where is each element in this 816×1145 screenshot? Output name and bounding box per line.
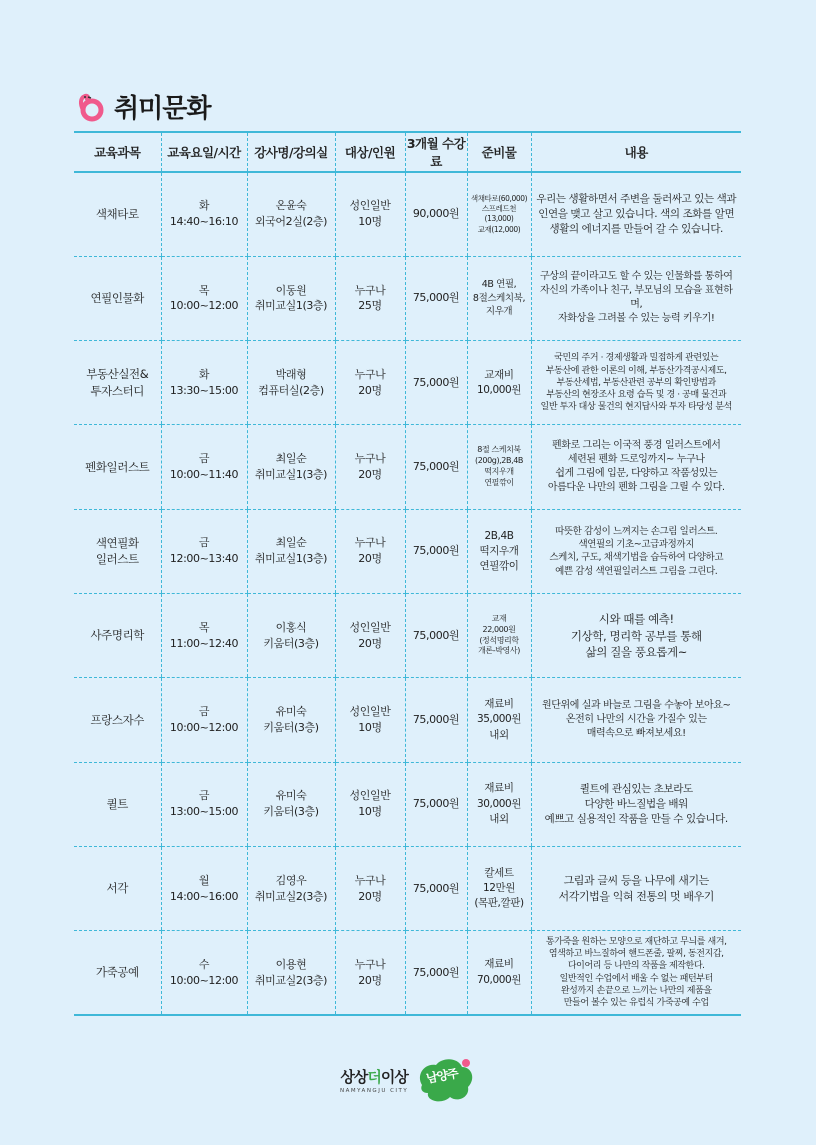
cell-materials: 재료비 35,000원 내외 (467, 678, 531, 762)
cell-fee: 75,000원 (405, 678, 467, 762)
table-row (74, 172, 741, 256)
cell-schedule: 목 11:00~12:40 (161, 593, 247, 677)
cell-schedule: 금 12:00~13:40 (161, 509, 247, 593)
cell-fee: 75,000원 (405, 846, 467, 930)
cell-target: 성인일반 20명 (335, 593, 405, 677)
cell-instructor: 유미숙 키움터(3층) (247, 678, 335, 762)
cell-schedule: 수 10:00~12:00 (161, 931, 247, 1015)
cell-fee: 75,000원 (405, 509, 467, 593)
cell-subject: 가죽공예 (74, 931, 161, 1015)
course-table-container (74, 131, 741, 1016)
cell-instructor: 유미숙 키움터(3층) (247, 762, 335, 846)
table-row (74, 341, 741, 425)
cell-schedule: 목 10:00~12:00 (161, 256, 247, 340)
cell-target: 성인일반 10명 (335, 172, 405, 256)
cell-subject: 부동산실전& 투자스터디 (74, 341, 161, 425)
header-instructor: 강사명/강의실 (247, 132, 335, 172)
slogan-part-b: 이상 (380, 1068, 408, 1086)
cell-instructor: 최일순 취미교실1(3층) (247, 425, 335, 509)
cell-target: 성인일반 10명 (335, 762, 405, 846)
city-emblem-label: 남양주 (425, 1066, 460, 1086)
table-row (74, 256, 741, 340)
cell-instructor: 이홍식 키움터(3층) (247, 593, 335, 677)
city-emblem (414, 1055, 476, 1105)
table-row (74, 931, 741, 1015)
cell-fee: 75,000원 (405, 762, 467, 846)
cell-target: 누구나 20명 (335, 341, 405, 425)
cell-schedule: 월 14:00~16:00 (161, 846, 247, 930)
cell-instructor: 김영우 취미교실2(3층) (247, 846, 335, 930)
cell-content: 원단위에 실과 바늘로 그림을 수놓아 보아요~ 온전히 나만의 시간을 가질수 있는 매력속으로 빠져보세요! (531, 678, 741, 762)
cell-materials: 교재 22,000원 (정석명리학 개론-박영사) (467, 593, 531, 677)
cell-target: 누구나 20명 (335, 425, 405, 509)
header-content: 내용 (531, 132, 741, 172)
cell-fee: 75,000원 (405, 593, 467, 677)
cell-subject: 사주명리학 (74, 593, 161, 677)
table-header-row (74, 132, 741, 172)
cell-schedule: 화 13:30~15:00 (161, 341, 247, 425)
cell-schedule: 금 10:00~11:40 (161, 425, 247, 509)
table-row (74, 593, 741, 677)
cell-target: 누구나 20명 (335, 846, 405, 930)
cell-subject: 연필인물화 (74, 256, 161, 340)
slogan-text (340, 1066, 407, 1087)
cell-target: 성인일반 10명 (335, 678, 405, 762)
cell-subject: 펜화일러스트 (74, 425, 161, 509)
cell-content: 퀼트에 관심있는 초보라도 다양한 바느질법을 배워 예쁘고 실용적인 작품을 만들 수 있습니다. (531, 762, 741, 846)
slogan-part-a: 상상 (340, 1068, 368, 1086)
cell-instructor: 박래형 컴퓨터실(2층) (247, 341, 335, 425)
slogan-accent: 더 (367, 1068, 381, 1086)
cell-content: 시와 때를 예측! 기상학, 명리학 공부를 통해 삶의 질을 풍요롭게~ (531, 593, 741, 677)
cell-fee: 75,000원 (405, 425, 467, 509)
table-row (74, 678, 741, 762)
table-row (74, 762, 741, 846)
section-title (76, 88, 210, 125)
cell-content: 구상의 끝이라고도 할 수 있는 인물화를 통하여 자신의 가족이나 친구, 부모님의 모습을 표현하며, 자화상을 그려볼 수 있는 능력 키우기! (531, 256, 741, 340)
cell-subject: 색채타로 (74, 172, 161, 256)
header-subject: 교육과목 (74, 132, 161, 172)
cell-subject: 퀼트 (74, 762, 161, 846)
cell-fee: 75,000원 (405, 341, 467, 425)
slogan-logo (340, 1066, 408, 1094)
flamingo-float-icon (76, 92, 106, 122)
city-logo (340, 1055, 476, 1105)
cell-instructor: 온윤숙 외국어2실(2층) (247, 172, 335, 256)
cell-target: 누구나 20명 (335, 509, 405, 593)
header-materials: 준비물 (467, 132, 531, 172)
cell-materials: 2B,4B 떡지우개 연필깎이 (467, 509, 531, 593)
cell-content: 그림과 글씨 등을 나무에 새기는 서각기법을 익혀 전통의 멋 배우기 (531, 846, 741, 930)
cell-content: 통가죽을 원하는 모양으로 재단하고 무늬를 새겨, 염색하고 바느질하여 핸드폰줄, 팔찌, 동전지갑, 다이어리 등 나만의 작품을 제작한다. 일반적인 수업에서 배울 수 없는 패턴부터 완성까지 손끝으로 느끼는 나만의 제품을 만들어 볼수 있는 유럽식 가죽공예 수업 (531, 931, 741, 1015)
cell-materials: 재료비 70,000원 (467, 931, 531, 1015)
cell-target: 누구나 20명 (335, 931, 405, 1015)
cell-materials: 4B 연필, 8절스케치북, 지우개 (467, 256, 531, 340)
cell-materials: 8절 스케치북 (200g),2B,4B 떡지우개 연필깎이 (467, 425, 531, 509)
table-row (74, 509, 741, 593)
page-title: 취미문화 (114, 94, 211, 124)
cell-schedule: 화 14:40~16:10 (161, 172, 247, 256)
header-schedule: 교육요일/시간 (161, 132, 247, 172)
cell-materials: 칼세트 12만원 (목판,깔판) (467, 846, 531, 930)
cell-schedule: 금 10:00~12:00 (161, 678, 247, 762)
cell-subject: 프랑스자수 (74, 678, 161, 762)
cell-fee: 90,000원 (405, 172, 467, 256)
cell-content: 우리는 생활하면서 주변을 둘러싸고 있는 색과 인연을 맺고 살고 있습니다. 색의 조화를 알면 생활의 에너지를 만들어 갈 수 있습니다. (531, 172, 741, 256)
cell-subject: 색연필화 일러스트 (74, 509, 161, 593)
cell-instructor: 이동원 취미교실1(3층) (247, 256, 335, 340)
cell-materials: 색채타로(60,000) 스프레드천 (13,000) 교재(12,000) (467, 172, 531, 256)
cell-subject: 서각 (74, 846, 161, 930)
city-name-english: NAMYANGJU CITY (340, 1088, 409, 1094)
course-table (74, 131, 741, 1016)
cell-materials: 재료비 30,000원 내외 (467, 762, 531, 846)
cell-fee: 75,000원 (405, 931, 467, 1015)
table-row (74, 425, 741, 509)
cell-instructor: 최일순 취미교실1(3층) (247, 509, 335, 593)
cell-schedule: 금 13:00~15:00 (161, 762, 247, 846)
cell-content: 국민의 주거 · 경제생활과 밀접하게 관련있는 부동산에 관한 이론의 이해, 부동산가격공시제도, 부동산세법, 부동산관련 공부의 확인방법과 부동산의 현장조사 요령 습득 및 경 · 공매 물건과 일반 투자 대상 물건의 현지답사와 투자 타당성 분석 (531, 341, 741, 425)
header-target: 대상/인원 (335, 132, 405, 172)
table-row (74, 846, 741, 930)
cell-content: 펜화로 그리는 이국적 풍경 일러스트에서 세련된 펜화 드로잉까지~ 누구나 쉽게 그림에 입문, 다양하고 작품성있는 아름다운 나만의 펜화 그림을 그릴 수 있다. (531, 425, 741, 509)
cell-content: 따뜻한 감성이 느껴지는 손그림 일러스트. 색연필의 기초~고급과정까지 스케치, 구도, 채색기법을 습득하여 다양하고 예쁜 감성 색연필일러스트 그림을 그린다. (531, 509, 741, 593)
cell-fee: 75,000원 (405, 256, 467, 340)
cell-materials: 교재비 10,000원 (467, 341, 531, 425)
cell-target: 누구나 25명 (335, 256, 405, 340)
cell-instructor: 이용현 취미교실2(3층) (247, 931, 335, 1015)
header-fee: 3개월 수강료 (405, 132, 467, 172)
